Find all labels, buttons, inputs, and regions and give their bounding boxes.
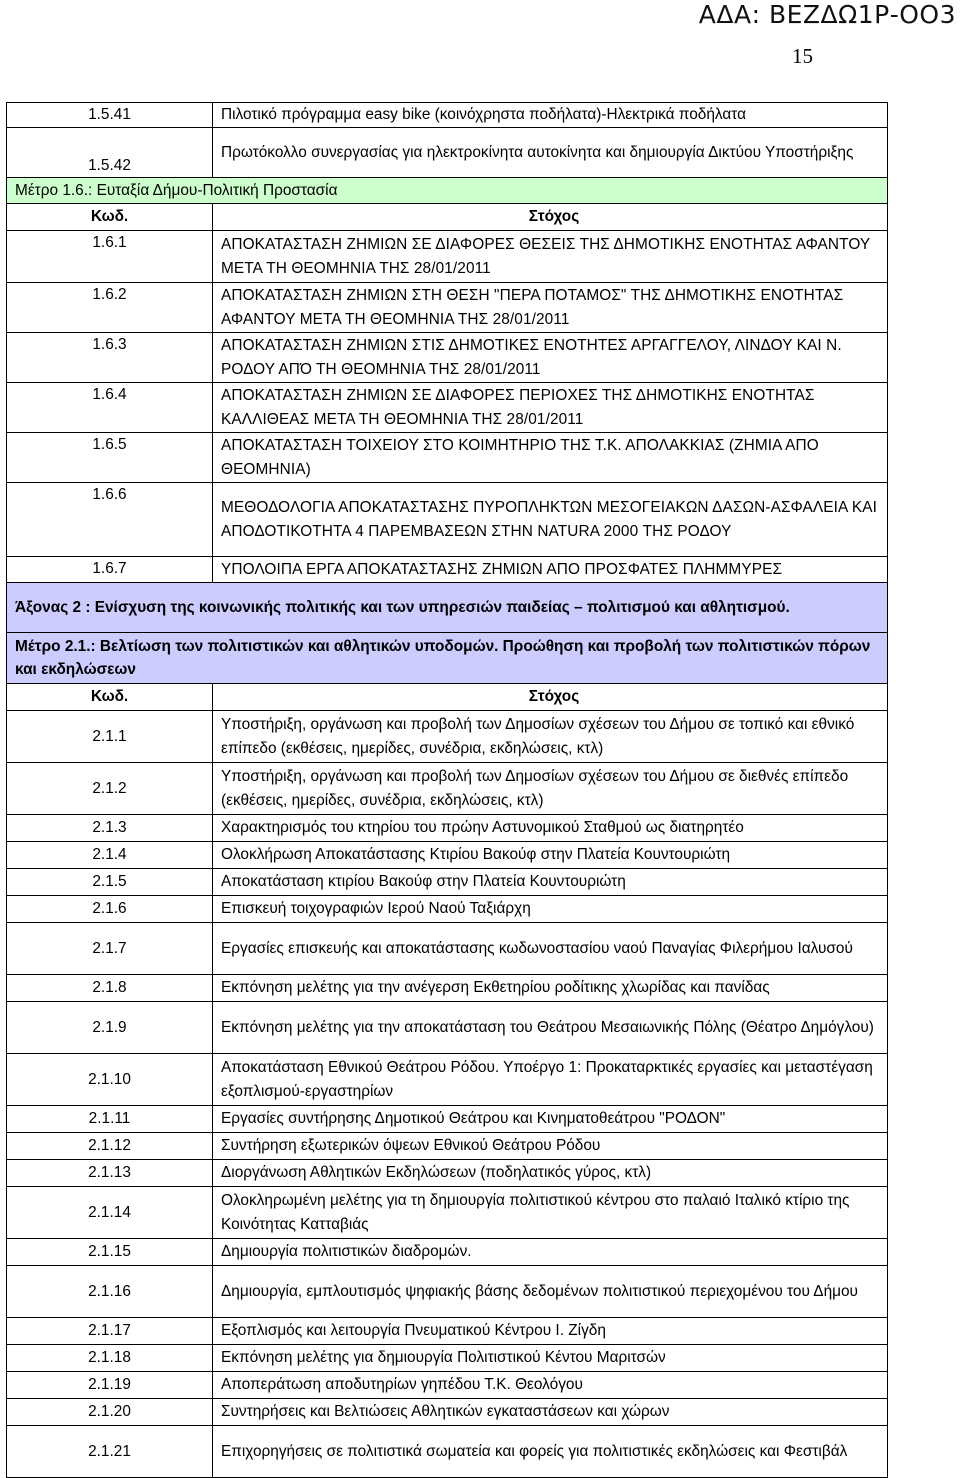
measure-title: Μέτρο 1.6.: Ευταξία Δήμου-Πολιτική Προστασία — [7, 178, 888, 204]
table-row — [7, 1106, 888, 1133]
row-code: 2.1.3 — [7, 815, 213, 842]
row-goal: Πιλοτικό πρόγραμμα easy bike (κοινόχρηστα ποδήλατα)-Ηλεκτρικά ποδήλατα — [213, 103, 888, 128]
row-code: 2.1.21 — [7, 1426, 213, 1478]
row-goal: Δημιουργία πολιτιστικών διαδρομών. — [213, 1239, 888, 1266]
row-code: 2.1.8 — [7, 975, 213, 1002]
row-goal: Επιχορηγήσεις σε πολιτιστικά σωματεία και φορείς για πολιτιστικές εκδηλώσεις και Φεστιβάλ — [213, 1426, 888, 1478]
table-header-row — [7, 684, 888, 711]
table-row — [7, 842, 888, 869]
row-code: 2.1.11 — [7, 1106, 213, 1133]
row-goal: ΜΕΘΟΔΟΛΟΓΙΑ ΑΠΟΚΑΤΑΣΤΑΣΗΣ ΠΥΡΟΠΛΗΚΤΩΝ ΜΕΣΟΓΕΙΑΚΩΝ ΔΑΣΩΝ-ΑΣΦΑΛΕΙΑ ΚΑΙ ΑΠΟΔΟΤΙΚΟΤΗΤΑ 4 ΠΑΡΕΜΒΑΣΕΩΝ ΣΤΗΝ NATURA 2000 ΤΗΣ ΡΟΔΟΥ — [213, 483, 888, 557]
row-code: 1.6.6 — [7, 483, 213, 557]
row-code: 2.1.20 — [7, 1399, 213, 1426]
table-row — [7, 1426, 888, 1478]
row-goal: Αποκατάσταση Εθνικού Θεάτρου Ρόδου. Υποέργο 1: Προκαταρκτικές εργασίες και μεταστέγαση εξοπλισμού-εργαστηρίων — [213, 1054, 888, 1106]
table-row — [7, 1266, 888, 1318]
row-goal: ΑΠΟΚΑΤΑΣΤΑΣΗ ΖΗΜΙΩΝ ΣΤΙΣ ΔΗΜΟΤΙΚΕΣ ΕΝΟΤΗΤΕΣ ΑΡΓΑΓΓΕΛΟΥ, ΛΙΝΔΟΥ ΚΑΙ Ν. ΡΟΔΟΥ ΑΠΌ ΤΗ ΘΕΟΜΗΝΙΑ ΤΗΣ 28/01/2011 — [213, 333, 888, 383]
table-row — [7, 1239, 888, 1266]
table-row — [7, 896, 888, 923]
row-code: 1.6.3 — [7, 333, 213, 383]
ada-code: ΑΔΑ: ΒΕΖΔΩ1Ρ-ΟΟ3 — [698, 0, 956, 29]
row-code: 2.1.1 — [7, 711, 213, 763]
row-goal: Επισκευή τοιχογραφιών Ιερού Ναού Ταξιάρχη — [213, 896, 888, 923]
row-code: 2.1.15 — [7, 1239, 213, 1266]
row-code: 2.1.7 — [7, 923, 213, 975]
row-goal: Εκπόνηση μελέτης για την αποκατάσταση του Θεάτρου Μεσαιωνικής Πόλης (Θέατρο Δημόγλου) — [213, 1002, 888, 1054]
row-code: 2.1.9 — [7, 1002, 213, 1054]
row-goal: ΑΠΟΚΑΤΑΣΤΑΣΗ ΤΟΙΧΕΙΟΥ ΣΤΟ ΚΟΙΜΗΤΗΡΙΟ ΤΗΣ Τ.Κ. ΑΠΟΛΑΚΚΙΑΣ (ΖΗΜΙΑ ΑΠΟ ΘΕΟΜΗΝΙΑ) — [213, 433, 888, 483]
table-row — [7, 1318, 888, 1345]
table-row — [7, 1372, 888, 1399]
row-code: 2.1.10 — [7, 1054, 213, 1106]
row-code: 2.1.6 — [7, 896, 213, 923]
table-row — [7, 711, 888, 763]
row-code: 2.1.14 — [7, 1187, 213, 1239]
measure-row — [7, 178, 888, 204]
row-goal: ΑΠΟΚΑΤΑΣΤΑΣΗ ΖΗΜΙΩΝ ΣΕ ΔΙΑΦΟΡΕΣ ΘΕΣΕΙΣ ΤΗΣ ΔΗΜΟΤΙΚΗΣ ΕΝΟΤΗΤΑΣ ΑΦΑΝΤΟΥ ΜΕΤΑ ΤΗ ΘΕΟΜΗΝΙΑ ΤΗΣ 28/01/2011 — [213, 231, 888, 283]
table-row — [7, 1187, 888, 1239]
table-row — [7, 1160, 888, 1187]
table-row — [7, 483, 888, 557]
table-row — [7, 975, 888, 1002]
row-goal: Δημιουργία, εμπλουτισμός ψηφιακής βάσης δεδομένων πολιτιστικού περιεχομένου του Δήμου — [213, 1266, 888, 1318]
row-goal: Πρωτόκολλο συνεργασίας για ηλεκτροκίνητα αυτοκίνητα και δημιουργία Δικτύου Υποστήριξης — [213, 128, 888, 178]
row-goal: Χαρακτηρισμός του κτηρίου του πρώην Αστυνομικού Σταθμού ως διατηρητέο — [213, 815, 888, 842]
table-row — [7, 231, 888, 283]
row-code: 2.1.17 — [7, 1318, 213, 1345]
row-goal: ΑΠΟΚΑΤΑΣΤΑΣΗ ΖΗΜΙΩΝ ΣΕ ΔΙΑΦΟΡΕΣ ΠΕΡΙΟΧΕΣ ΤΗΣ ΔΗΜΟΤΙΚΗΣ ΕΝΟΤΗΤΑΣ ΚΑΛΛΙΘΕΑΣ ΜΕΤΑ ΤΗ ΘΕΟΜΗΝΙΑ ΤΗΣ 28/01/2011 — [213, 383, 888, 433]
table-row — [7, 333, 888, 383]
table-row — [7, 383, 888, 433]
axis-title: Άξονας 2 : Ενίσχυση της κοινωνικής πολιτικής και των υπηρεσιών παιδείας – πολιτισμού και αθλητισμού. — [7, 583, 888, 633]
table-row — [7, 103, 888, 128]
row-goal: Συντήρηση εξωτερικών όψεων Εθνικού Θεάτρου Ρόδου — [213, 1133, 888, 1160]
goals-table-body — [7, 103, 888, 1478]
row-code: 1.6.7 — [7, 557, 213, 583]
table-row — [7, 923, 888, 975]
row-goal: Υποστήριξη, οργάνωση και προβολή των Δημοσίων σχέσεων του Δήμου σε τοπικό και εθνικό επίπεδο (εκθέσεις, ημερίδες, συνέδρια, εκδηλώσεις, κτλ) — [213, 711, 888, 763]
axis-row — [7, 583, 888, 633]
measure-row — [7, 633, 888, 684]
table-row — [7, 1345, 888, 1372]
row-goal: Αποπεράτωση αποδυτηρίων γηπέδου Τ.Κ. Θεολόγου — [213, 1372, 888, 1399]
table-row — [7, 1054, 888, 1106]
page-number: 15 — [792, 44, 813, 68]
table-row — [7, 763, 888, 815]
header-goal: Στόχος — [213, 684, 888, 711]
table-row — [7, 1133, 888, 1160]
row-code: 1.5.42 — [7, 128, 213, 178]
row-goal: Ολοκλήρωση Αποκατάστασης Κτιρίου Βακούφ στην Πλατεία Κουντουριώτη — [213, 842, 888, 869]
row-goal: Αποκατάσταση κτιρίου Βακούφ στην Πλατεία Κουντουριώτη — [213, 869, 888, 896]
row-goal: Εκπόνηση μελέτης για την ανέγερση Εκθετηρίου ροδίτικης χλωρίδας και πανίδας — [213, 975, 888, 1002]
row-code: 2.1.18 — [7, 1345, 213, 1372]
row-goal: ΥΠΟΛΟΙΠΑ ΕΡΓΑ ΑΠΟΚΑΤΑΣΤΑΣΗΣ ΖΗΜΙΩΝ ΑΠΟ ΠΡΟΣΦΑΤΕΣ ΠΛΗΜΜΥΡΕΣ — [213, 557, 888, 583]
row-goal: Συντηρήσεις και Βελτιώσεις Αθλητικών εγκαταστάσεων και χώρων — [213, 1399, 888, 1426]
table-header-row — [7, 204, 888, 231]
row-goal: Ολοκληρωμένη μελέτης για τη δημιουργία πολιτιστικού κέντρου στο παλαιό Ιταλικό κτίριο της Κοινότητας Κατταβιάς — [213, 1187, 888, 1239]
row-goal: ΑΠΟΚΑΤΑΣΤΑΣΗ ΖΗΜΙΩΝ ΣΤΗ ΘΕΣΗ "ΠΕΡΑ ΠΟΤΑΜΟΣ" ΤΗΣ ΔΗΜΟΤΙΚΗΣ ΕΝΟΤΗΤΑΣ ΑΦΑΝΤΟΥ ΜΕΤΑ ΤΗ ΘΕΟΜΗΝΙΑ ΤΗΣ 28/01/2011 — [213, 283, 888, 333]
table-row — [7, 1399, 888, 1426]
row-goal: Εργασίες συντήρησης Δημοτικού Θεάτρου και Κινηματοθεάτρου "ΡΟΔΟΝ" — [213, 1106, 888, 1133]
row-code: 2.1.5 — [7, 869, 213, 896]
row-code: 2.1.12 — [7, 1133, 213, 1160]
row-code: 1.6.2 — [7, 283, 213, 333]
table-row — [7, 128, 888, 178]
header-code: Κωδ. — [7, 204, 213, 231]
row-goal: Εξοπλισμός και λειτουργία Πνευματικού Κέντρου Ι. Ζίγδη — [213, 1318, 888, 1345]
header-code: Κωδ. — [7, 684, 213, 711]
row-code: 1.6.1 — [7, 231, 213, 283]
row-goal: Υποστήριξη, οργάνωση και προβολή των Δημοσίων σχέσεων του Δήμου σε διεθνές επίπεδο (εκθέσεις, ημερίδες, συνέδρια, εκδηλώσεις, κτλ) — [213, 763, 888, 815]
row-goal: Εργασίες επισκευής και αποκατάστασης κωδωνοστασίου ναού Παναγίας Φιλερήμου Ιαλυσού — [213, 923, 888, 975]
row-code: 1.5.41 — [7, 103, 213, 128]
row-goal: Εκπόνηση μελέτης για δημιουργία Πολιτιστικού Κέντου Μαριτσών — [213, 1345, 888, 1372]
table-row — [7, 557, 888, 583]
goals-table — [6, 102, 888, 1478]
table-row — [7, 869, 888, 896]
table-row — [7, 1002, 888, 1054]
row-code: 2.1.13 — [7, 1160, 213, 1187]
measure-title: Μέτρο 2.1.: Βελτίωση των πολιτιστικών και αθλητικών υποδομών. Προώθηση και προβολή των πολιτιστικών πόρων και εκδηλώσεων — [7, 633, 888, 684]
row-code: 2.1.4 — [7, 842, 213, 869]
table-row — [7, 283, 888, 333]
table-row — [7, 815, 888, 842]
row-code: 2.1.2 — [7, 763, 213, 815]
row-code: 2.1.16 — [7, 1266, 213, 1318]
table-row — [7, 433, 888, 483]
row-code: 1.6.4 — [7, 383, 213, 433]
row-code: 1.6.5 — [7, 433, 213, 483]
row-goal: Διοργάνωση Αθλητικών Εκδηλώσεων (ποδηλατικός γύρος, κτλ) — [213, 1160, 888, 1187]
header-goal: Στόχος — [213, 204, 888, 231]
row-code: 2.1.19 — [7, 1372, 213, 1399]
